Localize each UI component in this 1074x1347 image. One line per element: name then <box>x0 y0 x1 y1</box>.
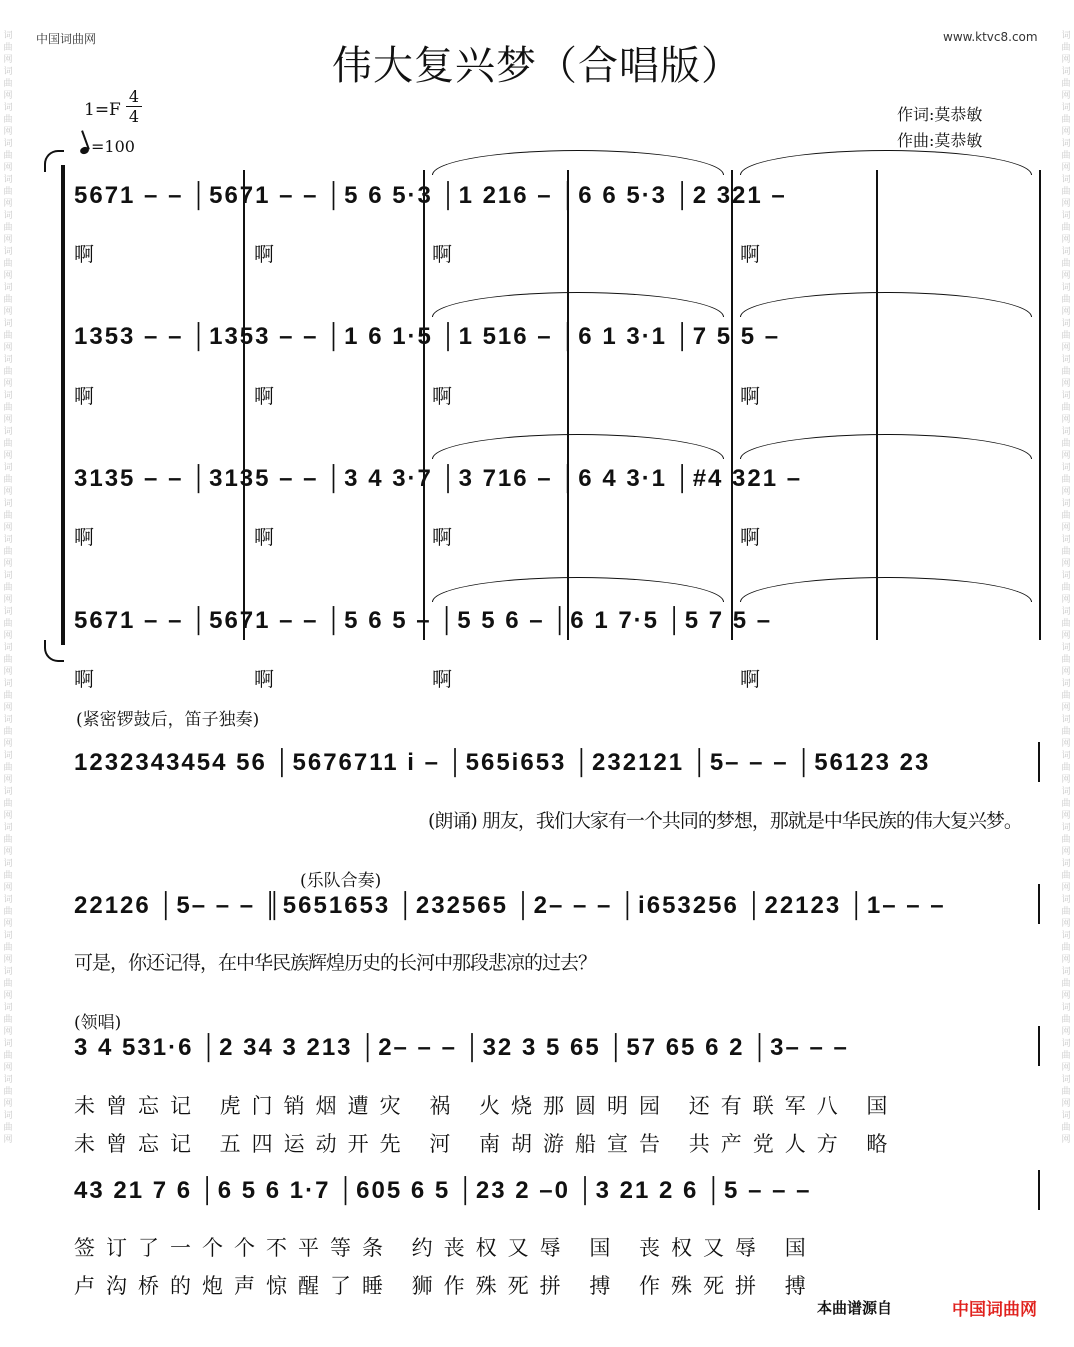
credits <box>897 102 982 154</box>
phrase-slur <box>740 150 1032 175</box>
time-signature-bottom: 4 <box>128 107 140 126</box>
orchestra-label: (乐队合奏) <box>300 871 382 891</box>
verse1-lyric-a: 未曾忘记 虎门销烟遭灾 祸 火烧那圆明园 还有联军八 国 <box>74 1094 899 1118</box>
time-signature-top: 4 <box>128 87 140 106</box>
right-watermark-strip <box>1058 0 1074 1347</box>
site-name-top-left[interactable]: 中国词曲网 <box>36 32 97 46</box>
barline-end <box>1038 884 1040 924</box>
page-title: 伟大复兴梦（合唱版） <box>332 43 742 89</box>
barline-1 <box>243 170 245 640</box>
site-url-top-right[interactable]: www.ktvc8.com <box>943 30 1038 44</box>
chorus-part-2-lyric: 啊 <box>74 384 94 408</box>
verse1-lyric-b: 未曾忘记 五四运动开先 河 南胡游船宣告 共产党人方 略 <box>74 1132 899 1156</box>
barline-end <box>1038 1026 1040 1066</box>
source-site-link[interactable]: 中国词曲网 <box>952 1300 1037 1320</box>
chorus-part-3-lyric: 啊 <box>74 525 94 549</box>
chorus-part-1-notes: 5671 – – │5671 – – │5 6 5·3 │1 216 – │6 6 5·3 │2 321 – <box>74 182 787 209</box>
chorus-part-2-lyric: 啊 <box>740 384 760 408</box>
left-watermark-strip <box>0 0 16 1347</box>
intro-label: (紧密锣鼓后，笛子独奏) <box>76 710 260 730</box>
chorus-part-4-notes: 5671 – – │5671 – – │5 6 5 – │5 5 6 – │6 1 7·5 │5 7 5 – <box>74 607 773 634</box>
bracket-bottom-curl <box>44 640 64 662</box>
barline-3 <box>567 170 569 640</box>
chorus-part-4-lyric: 啊 <box>432 667 452 691</box>
chorus-part-3-notes: 3135 – – │3135 – – │3 4 3·7 │3 716 – │6 4 3·1 │#4 321 – <box>74 465 803 492</box>
system-bracket <box>61 165 65 645</box>
source-label: 本曲谱源自 <box>817 1299 893 1317</box>
verse2-lyric-a: 签订了一个个不平等条 约丧权又辱 国 丧权又辱 国 <box>74 1236 817 1260</box>
intro-notes: 1232343454 56 │5676711 i – │565i653 │232121 │5– – – │56123 23 <box>74 749 931 776</box>
chorus-part-2-lyric: 啊 <box>254 384 274 408</box>
chorus-part-1-lyric: 啊 <box>74 242 94 266</box>
tempo-marking <box>80 137 135 156</box>
chorus-part-1-lyric: 啊 <box>740 242 760 266</box>
tempo-value: =100 <box>91 137 135 156</box>
chorus-part-3-lyric: 啊 <box>254 525 274 549</box>
chorus-part-1-lyric: 啊 <box>432 242 452 266</box>
chorus-part-1-lyric: 啊 <box>254 242 274 266</box>
barline-5 <box>876 170 878 640</box>
barline-end <box>1039 170 1041 640</box>
phrase-slur <box>740 577 1032 602</box>
chorus-part-4-lyric: 啊 <box>254 667 274 691</box>
phrase-slur <box>432 150 724 175</box>
line2-recitation: 可是，你还记得，在中华民族辉煌历史的长河中那段悲凉的过去？ <box>74 952 597 974</box>
chorus-part-2-notes: 1353 – – │1353 – – │1 6 1·5 │1 516 – │6 1 3·1 │7 5 5 – <box>74 323 781 350</box>
verse1-notes: 3 4 531·6 │2 34 3 213 │2– – – │32 3 5 65 │57 65 6 2 │3– – – <box>74 1034 849 1061</box>
quarter-note-icon <box>79 146 90 156</box>
barline-end <box>1038 1170 1040 1210</box>
chorus-part-4-lyric: 啊 <box>74 667 94 691</box>
chorus-part-2-lyric: 啊 <box>432 384 452 408</box>
lyricist-credit: 作词:莫恭敏 <box>897 105 983 124</box>
barline-4 <box>731 170 733 640</box>
line2-notes: 22126 │5– – – ║5651653 │232565 │2– – – │i653256 │22123 │1– – – <box>74 892 946 919</box>
phrase-slur <box>432 577 724 602</box>
phrase-slur <box>432 434 724 459</box>
bracket-top-curl <box>44 150 64 172</box>
chorus-part-4-lyric: 啊 <box>740 667 760 691</box>
chorus-part-3-lyric: 啊 <box>740 525 760 549</box>
barline-end <box>1038 742 1040 782</box>
left-watermark-text: 词曲网词曲网词曲网词曲网词曲网词曲网词曲网词曲网词曲网词曲网词曲网词曲网词曲网词曲网词曲网词曲网词曲网词曲网词曲网词曲网词曲网词曲网词曲网词曲网词曲网词曲网词曲网词曲网词曲网词曲网词曲网 <box>3 31 13 1145</box>
intro-recitation: (朗诵) 朋友，我们大家有一个共同的梦想，那就是中华民族的伟大复兴梦。 <box>428 810 1022 832</box>
barline-2 <box>423 170 425 640</box>
phrase-slur <box>740 292 1032 317</box>
composer-credit: 作曲:莫恭敏 <box>897 131 983 150</box>
verse2-notes: 43 21 7 6 │6 5 6 1·7 │605 6 5 │23 2 –0 │3 21 2 6 │5 – – – <box>74 1177 812 1204</box>
phrase-slur <box>432 292 724 317</box>
right-watermark-text: 词曲网词曲网词曲网词曲网词曲网词曲网词曲网词曲网词曲网词曲网词曲网词曲网词曲网词曲网词曲网词曲网词曲网词曲网词曲网词曲网词曲网词曲网词曲网词曲网词曲网词曲网词曲网词曲网词曲网词曲网词曲网 <box>1061 31 1071 1145</box>
lead-vocal-label: (领唱) <box>74 1013 122 1033</box>
time-signature <box>126 88 142 125</box>
verse2-lyric-b: 卢沟桥的炮声惊醒了睡 狮作殊死拼 搏 作殊死拼 搏 <box>74 1274 817 1298</box>
key-signature: 1=F <box>84 100 121 120</box>
phrase-slur <box>740 434 1032 459</box>
chorus-part-3-lyric: 啊 <box>432 525 452 549</box>
